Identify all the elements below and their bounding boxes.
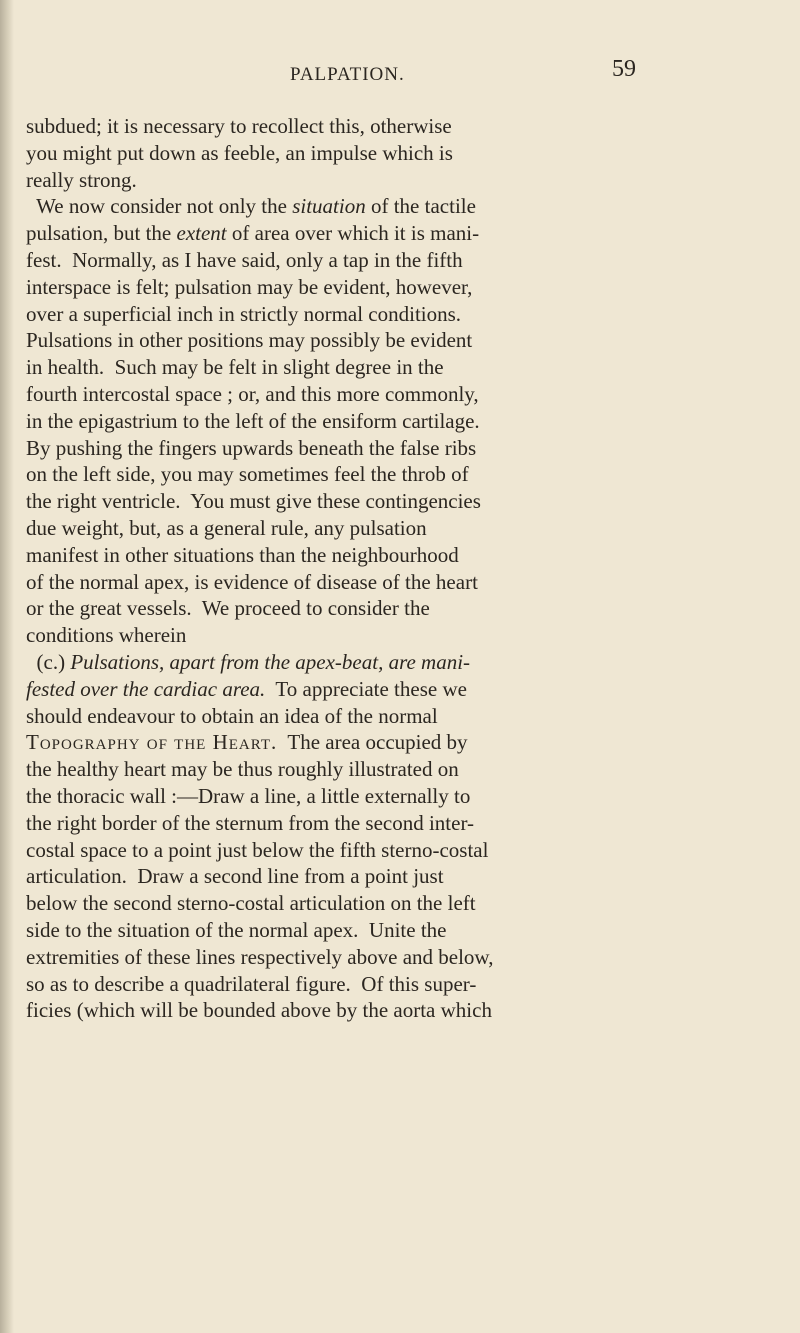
text-run: really strong. xyxy=(26,167,137,192)
text-line xyxy=(26,488,746,515)
text-run: fourth intercostal space ; or, and this more commonly, xyxy=(26,381,479,406)
text-run: The area occupied by xyxy=(277,730,468,755)
text-run: of the normal apex, is evidence of disease of the heart xyxy=(26,569,478,594)
text-line xyxy=(26,220,746,247)
text-line xyxy=(26,301,746,328)
text-run: the right ventricle. You must give these contingencies xyxy=(26,489,481,514)
page-gutter-shadow xyxy=(0,0,14,1333)
text-run: Pulsations in other positions may possibly be evident xyxy=(26,328,473,353)
page-number: 59 xyxy=(612,56,636,82)
text-line xyxy=(26,113,746,140)
text-line xyxy=(26,274,746,301)
text-run: the healthy heart may be thus roughly illustrated on xyxy=(26,757,459,782)
text-line xyxy=(26,193,746,220)
italic-text: Pulsations, apart from the apex-beat, are mani- xyxy=(70,649,471,674)
text-run: (c.) xyxy=(26,649,71,674)
body-text xyxy=(26,113,746,1024)
text-line xyxy=(26,649,746,676)
text-line xyxy=(26,408,746,435)
text-line xyxy=(26,810,746,837)
text-line xyxy=(26,327,746,354)
running-head: PALPATION. xyxy=(290,64,405,85)
text-run: in the epigastrium to the left of the ensiform cartilage. xyxy=(26,408,480,433)
text-line xyxy=(26,435,746,462)
italic-text: situation xyxy=(292,194,366,219)
text-line xyxy=(26,944,746,971)
text-line xyxy=(26,542,746,569)
text-line xyxy=(26,461,746,488)
text-run: By pushing the fingers upwards beneath the false ribs xyxy=(26,435,477,460)
text-line xyxy=(26,676,746,703)
text-run: on the left side, you may sometimes feel the throb of xyxy=(26,462,469,487)
text-run: of the tactile xyxy=(365,194,476,219)
italic-text: extent xyxy=(176,221,227,246)
text-line xyxy=(26,863,746,890)
text-line xyxy=(26,997,746,1024)
text-run: articulation. Draw a second line from a point just xyxy=(26,864,444,889)
text-line xyxy=(26,167,746,194)
text-line xyxy=(26,756,746,783)
text-run: the right border of the sternum from the second inter- xyxy=(26,810,475,835)
text-line xyxy=(26,890,746,917)
text-line xyxy=(26,247,746,274)
text-run: of area over which it is mani- xyxy=(226,221,480,246)
text-line xyxy=(26,917,746,944)
text-run: so as to describe a quadrilateral figure. Of this super- xyxy=(26,971,477,996)
text-line xyxy=(26,837,746,864)
page-header xyxy=(0,56,800,96)
text-line xyxy=(26,569,746,596)
text-run: should endeavour to obtain an idea of the normal xyxy=(26,703,438,728)
italic-text: fested over the cardiac area. xyxy=(26,676,266,701)
text-line xyxy=(26,622,746,649)
text-line xyxy=(26,595,746,622)
text-run: due weight, but, as a general rule, any pulsation xyxy=(26,515,427,540)
text-run: interspace is felt; pulsation may be evident, however, xyxy=(26,274,473,299)
text-run: We now consider not only the xyxy=(26,194,293,219)
text-line xyxy=(26,729,746,756)
text-run: manifest in other situations than the neighbourhood xyxy=(26,542,459,567)
text-run: fest. Normally, as I have said, only a tap in the fifth xyxy=(26,247,463,272)
small-caps-text: Topography of the Heart. xyxy=(26,730,278,755)
text-run: or the great vessels. We proceed to consider the xyxy=(26,596,430,621)
text-run: To appreciate these we xyxy=(265,676,467,701)
text-run: over a superficial inch in strictly normal conditions. xyxy=(26,301,462,326)
text-run: conditions wherein xyxy=(26,623,187,648)
text-line xyxy=(26,515,746,542)
text-run: below the second sterno-costal articulation on the left xyxy=(26,891,476,916)
text-line xyxy=(26,140,746,167)
text-run: subdued; it is necessary to recollect this, otherwise xyxy=(26,114,452,138)
text-line xyxy=(26,354,746,381)
text-run: you might put down as feeble, an impulse which is xyxy=(26,140,453,165)
text-run: extremities of these lines respectively above and below, xyxy=(26,944,494,969)
text-line xyxy=(26,783,746,810)
text-run: in health. Such may be felt in slight degree in the xyxy=(26,355,444,380)
text-run: pulsation, but the xyxy=(26,221,177,246)
text-run: costal space to a point just below the fifth sterno-costal xyxy=(26,837,489,862)
text-line xyxy=(26,381,746,408)
text-line xyxy=(26,703,746,730)
text-run: the thoracic wall :—Draw a line, a little externally to xyxy=(26,783,471,808)
text-run: ficies (which will be bounded above by the aorta which xyxy=(26,998,492,1023)
text-run: side to the situation of the normal apex. Unite the xyxy=(26,917,447,942)
text-line xyxy=(26,971,746,998)
